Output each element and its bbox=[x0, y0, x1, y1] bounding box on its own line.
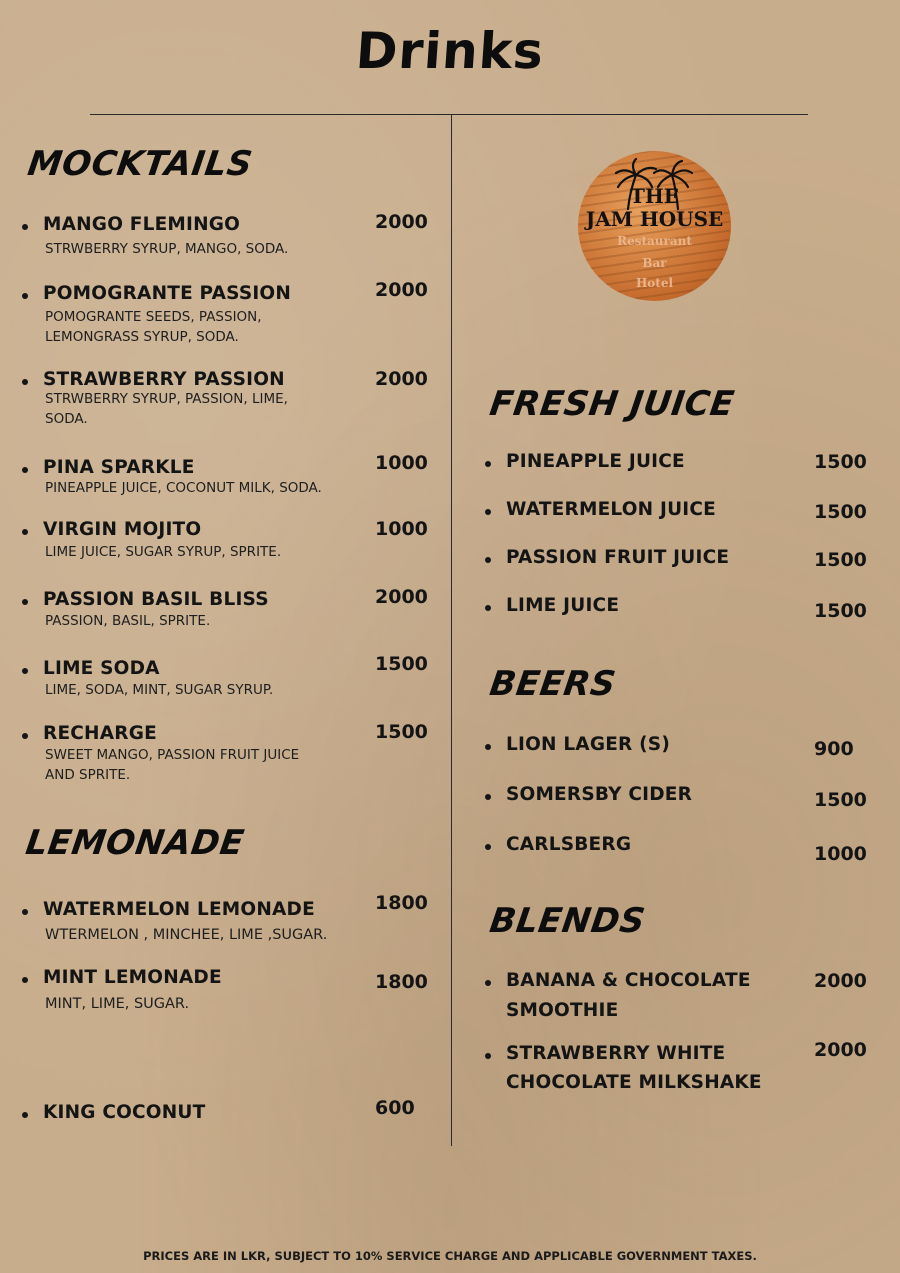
item-description: POMOGRANTE SEEDS, PASSION, bbox=[45, 309, 262, 325]
restaurant-logo bbox=[578, 151, 731, 301]
bullet bbox=[485, 980, 491, 986]
item-description: LIME, SODA, MINT, SUGAR SYRUP. bbox=[45, 682, 274, 698]
item-price: 2000 bbox=[375, 211, 428, 233]
bullet bbox=[22, 293, 28, 299]
item-price: 1500 bbox=[814, 549, 867, 571]
item-price: 1000 bbox=[375, 452, 428, 474]
item-price: 2000 bbox=[375, 279, 428, 301]
item-name: MANGO FLEMINGO bbox=[43, 214, 241, 235]
item-description: WTERMELON , MINCHEE, LIME ,SUGAR. bbox=[45, 927, 328, 943]
item-price: 1800 bbox=[375, 892, 428, 914]
item-name-line2: SMOOTHIE bbox=[506, 1000, 619, 1021]
section-title-blends: BLENDS bbox=[487, 901, 648, 941]
bullet bbox=[22, 733, 28, 739]
bullet bbox=[22, 599, 28, 605]
item-price: 1000 bbox=[814, 843, 867, 865]
item-name: SOMERSBY CIDER bbox=[506, 784, 693, 805]
item-name: WATERMELON JUICE bbox=[506, 499, 716, 520]
bullet bbox=[22, 909, 28, 915]
bullet bbox=[485, 844, 491, 850]
bullet bbox=[485, 794, 491, 800]
top-divider bbox=[90, 114, 808, 115]
item-name: VIRGIN MOJITO bbox=[43, 519, 202, 540]
bullet bbox=[22, 977, 28, 983]
item-price: 1500 bbox=[814, 501, 867, 523]
item-name: LION LAGER (S) bbox=[506, 734, 670, 755]
bullet bbox=[485, 557, 491, 563]
item-price: 1500 bbox=[814, 600, 867, 622]
item-name: RECHARGE bbox=[43, 723, 157, 744]
item-name: MINT LEMONADE bbox=[43, 967, 222, 988]
item-name: PASSION BASIL BLISS bbox=[43, 589, 269, 610]
page-title: Drinks bbox=[354, 22, 546, 80]
bullet bbox=[485, 1053, 491, 1059]
item-name: POMOGRANTE PASSION bbox=[43, 283, 292, 304]
item-description: PINEAPPLE JUICE, COCONUT MILK, SODA. bbox=[45, 480, 322, 496]
item-name-line1: BANANA & CHOCOLATE bbox=[506, 970, 751, 991]
item-price: 1500 bbox=[814, 451, 867, 473]
item-price: 1000 bbox=[375, 518, 428, 540]
bullet bbox=[22, 529, 28, 535]
logo-sub-restaurant: Restaurant bbox=[617, 234, 692, 248]
item-price: 2000 bbox=[814, 970, 867, 992]
item-price: 2000 bbox=[375, 586, 428, 608]
logo-sub-bar: Bar bbox=[642, 256, 667, 270]
bullet bbox=[485, 605, 491, 611]
bullet bbox=[485, 744, 491, 750]
item-description: SWEET MANGO, PASSION FRUIT JUICE bbox=[45, 747, 300, 763]
item-description: PASSION, BASIL, SPRITE. bbox=[45, 613, 211, 629]
item-description: STRWBERRY SYRUP, PASSION, LIME, bbox=[45, 391, 288, 407]
item-name: LIME SODA bbox=[43, 658, 160, 679]
logo-name bbox=[578, 185, 731, 231]
item-price: 2000 bbox=[814, 1039, 867, 1061]
section-title-lemonade: LEMONADE bbox=[23, 823, 247, 863]
item-description: MINT, LIME, SUGAR. bbox=[45, 996, 190, 1012]
section-title-beers: BEERS bbox=[487, 664, 619, 704]
item-description: STRWBERRY SYRUP, MANGO, SODA. bbox=[45, 241, 289, 257]
item-price: 1800 bbox=[375, 971, 428, 993]
bullet bbox=[22, 467, 28, 473]
footer-note: PRICES ARE IN LKR, SUBJECT TO 10% SERVICE CHARGE AND APPLICABLE GOVERNMENT TAXES. bbox=[143, 1249, 757, 1263]
bullet bbox=[22, 668, 28, 674]
item-description: LEMONGRASS SYRUP, SODA. bbox=[45, 329, 239, 345]
bullet bbox=[22, 379, 28, 385]
section-title-mocktails: MOCKTAILS bbox=[25, 144, 256, 184]
section-title-fresh-juice: FRESH JUICE bbox=[487, 384, 737, 424]
bullet bbox=[485, 509, 491, 515]
bullet bbox=[22, 1112, 28, 1118]
item-price: 1500 bbox=[375, 653, 428, 675]
item-name: WATERMELON LEMONADE bbox=[43, 899, 315, 920]
item-name-line1: STRAWBERRY WHITE bbox=[506, 1043, 726, 1064]
item-name: CARLSBERG bbox=[506, 834, 632, 855]
logo-name-line1: THE bbox=[629, 184, 680, 208]
bullet bbox=[485, 461, 491, 467]
item-name: STRAWBERRY PASSION bbox=[43, 369, 285, 390]
item-description: SODA. bbox=[45, 411, 88, 427]
item-name: PINA SPARKLE bbox=[43, 457, 195, 478]
item-price: 2000 bbox=[375, 368, 428, 390]
item-description: AND SPRITE. bbox=[45, 767, 131, 783]
column-divider bbox=[451, 114, 452, 1146]
item-name: PINEAPPLE JUICE bbox=[506, 451, 685, 472]
item-price: 900 bbox=[814, 738, 854, 760]
logo-name-line2: JAM HOUSE bbox=[585, 207, 724, 231]
item-name: KING COCONUT bbox=[43, 1102, 206, 1123]
item-description: LIME JUICE, SUGAR SYRUP, SPRITE. bbox=[45, 544, 282, 560]
logo-sub-hotel: Hotel bbox=[635, 276, 674, 290]
bullet bbox=[22, 224, 28, 230]
item-price: 1500 bbox=[814, 789, 867, 811]
item-name-line2: CHOCOLATE MILKSHAKE bbox=[506, 1072, 762, 1093]
item-name: LIME JUICE bbox=[506, 595, 620, 616]
item-price: 600 bbox=[375, 1097, 415, 1119]
item-price: 1500 bbox=[375, 721, 428, 743]
item-name: PASSION FRUIT JUICE bbox=[506, 547, 730, 568]
